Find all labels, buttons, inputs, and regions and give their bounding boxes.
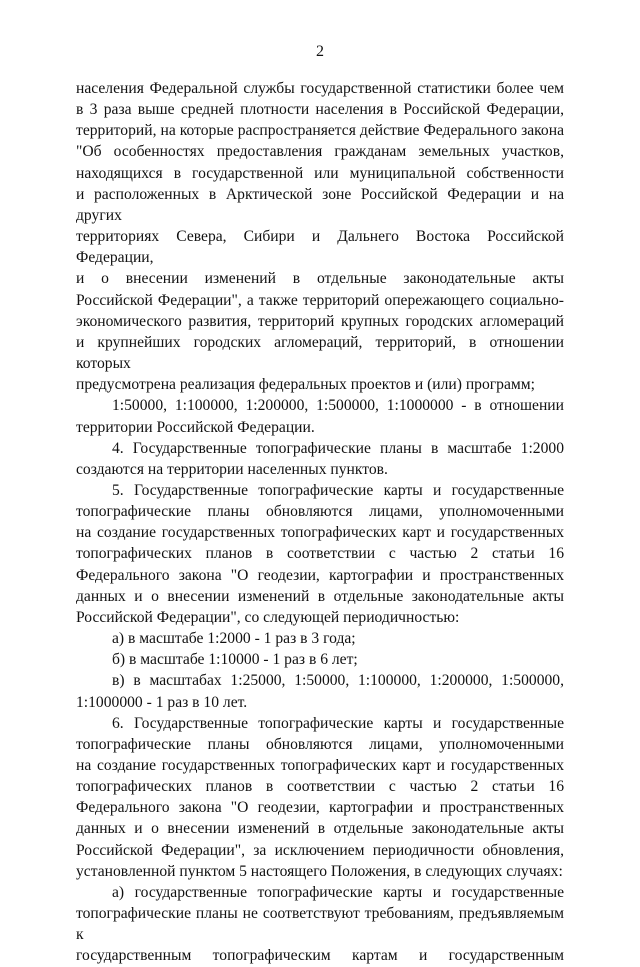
text-line: данных и о внесении изменений в отдельные законодательные акты [76,820,564,838]
text-line: топографических планов в соответствии с частью 2 статьи 16 [76,778,564,796]
text-line: находящихся в государственной или муниципальной собственности [76,164,564,182]
text-line: 1:1000000 - 1 раз в 10 лет. [76,693,248,711]
text-line: 4. Государственные топографические планы в масштабе 1:2000 [112,439,564,457]
page-number: 2 [316,43,324,60]
text-line: территориях Севера, Сибири и Дальнего Востока Российской Федерации, [76,228,564,267]
text-line: Федерального закона "О геодезии, картографии и пространственных [76,566,564,584]
text-line: топографические планы не соответствуют требованиям, предъявляемым к [76,905,564,944]
text-line: Российской Федерации", за исключением периодичности обновления, [76,841,564,859]
text-line: установленной пунктом 5 настоящего Положения, в следующих случаях: [76,862,563,880]
text-line: Федерального закона "О геодезии, картографии и пространственных [76,799,564,817]
text-line: 1:50000, 1:100000, 1:200000, 1:500000, 1:1000000 - в отношении [112,397,564,415]
text-line: государственным топографическим картам и государственным [76,947,564,965]
text-line: и расположенных в Арктической зоне Российской Федерации и на других [76,185,564,224]
text-line: а) в масштабе 1:2000 - 1 раз в 3 года; [112,630,356,648]
text-line: и крупнейших городских агломераций, территорий, в отношении которых [76,333,564,373]
text-line: экономического развития, территорий крупных городских агломераций [76,312,564,330]
text-line: территорий, на которые распространяется действие Федерального закона [76,122,564,140]
text-line: на создание государственных топографических карт и государственных [76,524,564,542]
text-line: и о внесении изменений в отдельные законодательные акты [76,270,564,288]
text-line: данных и о внесении изменений в отдельные законодательные акты [76,587,564,605]
text-line: территории Российской Федерации. [76,418,315,436]
text-line: 6. Государственные топографические карты и государственные [112,714,564,732]
text-line: населения Федеральной службы государственной статистики более чем [76,80,564,97]
text-line: топографические планы обновляются лицами, уполномоченными [76,503,564,521]
text-line: Российской Федерации", а также территорий опережающего социально- [76,291,564,309]
text-line: топографических планов в соответствии с частью 2 статьи 16 [76,545,564,563]
text-line: на создание государственных топографических карт и государственных [76,757,564,774]
text-line: "Об особенностях предоставления гражданам земельных участков, [76,143,564,161]
text-line: предусмотрена реализация федеральных проектов и (или) программ; [76,376,535,394]
text-line: топографические планы обновляются лицами, уполномоченными [76,735,564,753]
text-line: а) государственные топографические карты и государственные [112,883,564,901]
text-line: Российской Федерации", со следующей периодичностью: [76,608,460,626]
text-line: в) в масштабах 1:25000, 1:50000, 1:100000, 1:200000, 1:500000, [112,672,564,690]
text-line: 5. Государственные топографические карты и государственные [112,481,564,499]
text-line: б) в масштабе 1:10000 - 1 раз в 6 лет; [112,651,358,669]
document-body [76,78,564,967]
text-line: создаются на территории населенных пунктов. [76,460,388,478]
text-line: в 3 раза выше средней плотности населения в Российской Федерации, [76,101,564,119]
